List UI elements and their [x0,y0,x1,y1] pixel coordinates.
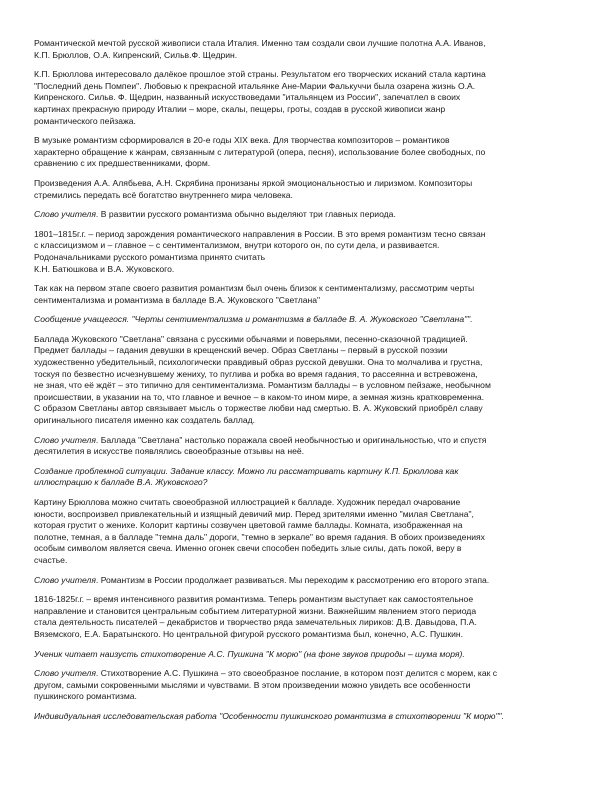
paragraph-text: . Баллада "Светлана" настолько поражала своей необычностью и оригинальностью, что и спустя десятилетия в искусстве появлялись своеобразные отзывы на неё. [34,434,487,457]
paragraph-text: . Романтизм в России продолжает развиваться. Мы переходим к рассмотрению его второго этапа. [95,574,490,585]
paragraph-text: 1816-1825г.г. – время интенсивного развития романтизма. Теперь романтизм выступает как самостоятельное направление и становится центральным событием литературной жизни. Важнейшим явлением этого периода стала деятельность писателей – декабристов и творчество ряда замечательных лириков: Д.В. Давыдова, П.А. Вяземского, Е.А. Баратынского. Но центральной фигурой русского романтизма был, конечно, А.С. Пушкин. [34,594,477,639]
paragraph-period-1816-1825 [34,594,578,640]
paragraph-composers [34,178,578,201]
paragraph-text: . Стихотворение А.С. Пушкина – это своеобразное послание, в котором поэт делится с морем, как с другом, самыми сокровенными мыслями и чувствами. В этом произведении можно увидеть все особенности пушкинского романтизма. [34,668,498,702]
paragraph-period-1801-1815 [34,229,578,275]
speaker-label: Слово учителя [34,668,96,679]
paragraph-teacher-second-stage [34,575,578,587]
paragraph-text: Романтической мечтой русской живописи стала Италия. Именно там создали свои лучшие полотна А.А. Иванов, К.П. Брюллов, О.А. Кипренский, Сильв.Ф. Щедрин. [34,38,486,60]
paragraph-teacher-pushkin [34,668,578,703]
paragraph-student-report [34,314,578,326]
paragraph-ballad-svetlana [34,334,578,427]
speaker-label: Слово учителя [34,209,96,220]
paragraph-text: Так как на первом этапе своего развития романтизм был очень близок к сентиментализму, рассмотрим черты сентиментализма и романтизма в балладе В.А. Жуковского "Светлана" [34,283,475,305]
paragraph-text: 1801–1815г.г. – период зарождения романтического направления в России. В это время романтизм тесно связан с классицизмом и – главное – с сентиментализмом, внутри которого он, по сути дела, и развивается. Родоначальниками русского романтизма принято считать К.Н. Батюшкова и В.А. Жуковского. [34,228,486,274]
paragraph-text: Баллада Жуковского "Светлана" связана с русскими обычаями и поверьями, песенно-сказочной традицией. Предмет баллады – гадания девушки в крещенский вечер. Образ Светланы – первый в русской поэзии художественно убедительный, психологически правдивый образ русской девушки. Она то молчалива и грустна, тоскуя по безвестно исчезнувшему жениху, то пуглива и робка во время гадания, то рассеянна и встревожена, не зная, что её ждёт – это типично для сентиментализма. Романтизм баллады – в условном пейзаже, необычном происшествии, в указании на то, что главное и вечное – в каком-то ином мире, а земная жизнь кратковременна. С образом Светланы автор связывает мысль о торжестве любви над смертью. В. А. Жуковский приобрёл славу оригинального писателя именно как создатель баллад. [34,333,491,426]
paragraph-text: Ученик читает наизусть стихотворение А.С. Пушкина "К морю" (на фоне звуков природы – шума моря). [34,648,465,659]
speaker-label: Слово учителя [34,574,96,585]
paragraph-text: Картину Брюллова можно считать своеобразной иллюстрацией к балладе. Художник передал очарование юности, воспроизвел привлекательный и изящный девичий мир. Перед зрителями именно "милая Светлана", которая грустит о женихе. Колорит картины созвучен цветовой гамме баллады. Комната, изображенная на полотне, темная, а в балладе "темна даль" дороги, "темно в зеркале" во время гадания. В обоих произведениях особым символом является свеча. Именно огонек свечи способен победить злые силы, дать покой, веру в счастье. [34,497,485,565]
paragraph-bryullov-pompeii [34,69,578,127]
paragraph-text: В музыке романтизм сформировался в 20-е годы XIX века. Для творчества композиторов – романтиков характерно обращение к жанрам, связанным с литературой (опера, песня), использование более свободных, по сравнению с их предшественниками, форм. [34,135,486,169]
paragraph-text: Создание проблемной ситуации. Задание классу. Можно ли рассматривать картину К.П. Брюллова как иллюстрацию к балладе В.А. Жуковского? [34,465,459,488]
paragraph-teacher-three-periods [34,209,578,221]
paragraph-text: Произведения А.А. Алябьева, А.Н. Скрябина пронизаны яркой эмоциональностью и лиризмом. Композиторы стремились передать всё богатство внутреннего мира человека. [34,177,473,200]
paragraph-text: К.П. Брюллова интересовало далёкое прошлое этой страны. Результатом его творческих исканий стала картина "Последний день Помпеи". Любовью к прекрасной итальянке Ане-Марии Фалькуччи была озарена жизнь О.А. Кипренского. Сильв. Ф. Щедрин, названный искусствоведами "итальянцем из России", запечатлел в своих картинах прекрасную природу Италии – море, скалы, пещеры, гроты, создав в русской живописи жанр романтического пейзажа. [34,69,486,126]
paragraph-bryullov-illustration [34,497,578,567]
paragraph-research-work [34,711,578,723]
paragraph-italy-painters [34,38,578,61]
paragraph-sentimentalism-svetlana [34,283,578,306]
paragraph-text: Сообщение учащегося. "Черты сентиментализма и романтизма в балладе В. А. Жуковского "Светлана"". [34,314,473,325]
paragraph-problem-task [34,466,578,489]
speaker-label: Слово учителя [34,434,96,445]
paragraph-student-recites [34,649,578,661]
paragraph-text: Индивидуальная исследовательская работа "Особенности пушкинского романтизма в стихотворении "К морю"". [34,710,504,721]
paragraph-text: . В развитии русского романтизма обычно выделяют три главных периода. [95,209,396,220]
paragraph-music-romanticism [34,135,578,170]
paragraph-teacher-ballad-originality [34,435,578,458]
